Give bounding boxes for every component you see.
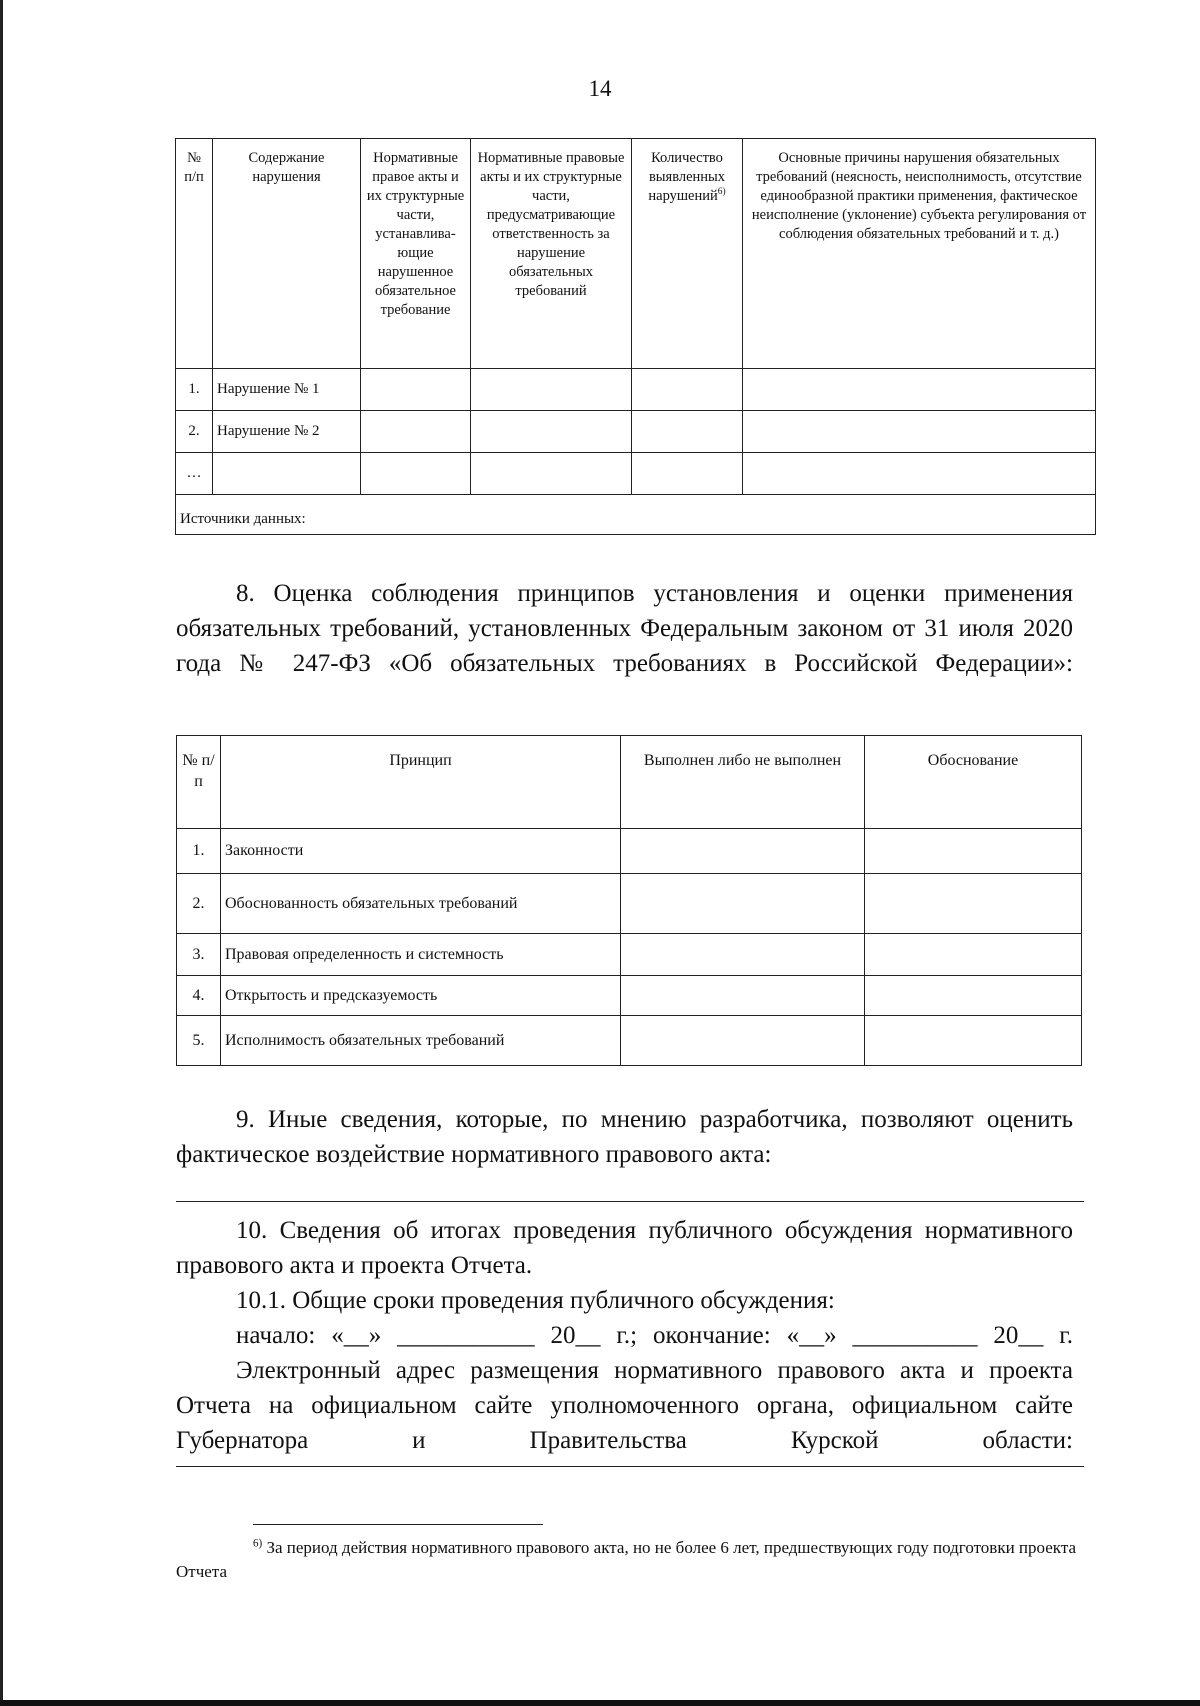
row-number: 1. [176, 369, 213, 411]
header-cell-number: № п/п [176, 139, 213, 369]
row-number: 5. [177, 1016, 221, 1066]
dates-line: начало: «__» ___________ 20__ г.; окончание: «__» __________ 20__ г. [236, 1322, 1073, 1349]
table-row [177, 934, 1082, 976]
table-row [177, 829, 1082, 874]
empty-cell [865, 934, 1082, 976]
header-cell-number: № п/п [177, 736, 221, 829]
header-cell-main-reasons: Основные причины нарушения обязательных требований (неясность, неисполнимость, отсутствие единообразной практики применения, фактическое неисполнение (уклонение) субъекта регулирования от соблюдения обязательных требований и т. д.) [743, 139, 1096, 369]
header-cell-fulfilled: Выполнен либо не выполнен [621, 736, 865, 829]
header-cell-liability-acts: Нормативные правовые акты и их структурные части, предусматривающие ответственность за нарушение обязательных требований [471, 139, 632, 369]
table-row [177, 874, 1082, 934]
sources-label: Источники данных: [176, 495, 1096, 535]
empty-cell [632, 369, 743, 411]
scan-bottom-edge [0, 1700, 1200, 1706]
row-principle: Исполнимость обязательных требований [221, 1016, 621, 1066]
row-number: … [176, 453, 213, 495]
empty-cell [361, 411, 471, 453]
section-10-1-paragraph: 10.1. Общие сроки проведения публичного обсуждения: [236, 1287, 835, 1314]
section-8-paragraph: 8. Оценка соблюдения принципов установления и оценки применения обязательных требований, установленных Федеральным законом от 31 июля 2020 года № 247-ФЗ «Об обязательных требованиях в Российской Федерации»: [176, 580, 1073, 677]
empty-cell [632, 453, 743, 495]
header-cell-establishing-acts: Нормативные правое акты и их структурные части, устанавлива-ющие нарушенное обязательное требование [361, 139, 471, 369]
header-cell-violations-count-text: Количество выявленных нарушений [648, 150, 726, 204]
empty-cell [471, 453, 632, 495]
empty-cell [621, 1016, 865, 1066]
empty-cell [743, 453, 1096, 495]
row-principle: Законности [221, 829, 621, 874]
footnote-mark: 6) [253, 1537, 263, 1550]
address-paragraph: Электронный адрес размещения нормативного правового акта и проекта Отчета на официальном сайте уполномоченного органа, официальном сайте Губернатора и Правительства Курской области: [176, 1357, 1073, 1454]
header-cell-content: Содержание нарушения [213, 139, 361, 369]
empty-cell [632, 411, 743, 453]
empty-cell [865, 829, 1082, 874]
row-principle: Правовая определенность и системность [221, 934, 621, 976]
row-content: Нарушение № 1 [213, 369, 361, 411]
empty-cell [361, 453, 471, 495]
empty-cell [865, 1016, 1082, 1066]
row-principle: Обоснованность обязательных требований [221, 874, 621, 934]
row-content: Нарушение № 2 [213, 411, 361, 453]
footnote [176, 1536, 1096, 1584]
empty-cell [621, 976, 865, 1016]
empty-cell [865, 874, 1082, 934]
page-number: 14 [588, 76, 612, 101]
footnote-separator [253, 1524, 543, 1525]
header-cell-violations-count [632, 139, 743, 369]
empty-cell [621, 874, 865, 934]
table-row [176, 453, 1096, 495]
empty-cell [743, 411, 1096, 453]
empty-cell [743, 369, 1096, 411]
violations-table [175, 138, 1096, 535]
footnote-text: За период действия нормативного правового акта, но не более 6 лет, предшествующих году подготовки проекта Отчета [176, 1538, 1076, 1581]
scan-left-edge [0, 0, 3, 1706]
table-row [176, 411, 1096, 453]
row-number: 2. [177, 874, 221, 934]
empty-cell [361, 369, 471, 411]
table-header-row [176, 139, 1096, 369]
principles-table [176, 735, 1082, 1066]
table-header-row [177, 736, 1082, 829]
blank-line [176, 1466, 1084, 1467]
table-row [177, 976, 1082, 1016]
row-number: 4. [177, 976, 221, 1016]
table-row [176, 369, 1096, 411]
row-content [213, 453, 361, 495]
empty-cell [865, 976, 1082, 1016]
empty-cell [621, 829, 865, 874]
section-9-paragraph: 9. Иные сведения, которые, по мнению разработчика, позволяют оценить фактическое воздействие нормативного правового акта: [176, 1106, 1073, 1168]
table-row [177, 1016, 1082, 1066]
row-number: 2. [176, 411, 213, 453]
blank-line [176, 1201, 1084, 1202]
row-number: 1. [177, 829, 221, 874]
empty-cell [621, 934, 865, 976]
empty-cell [471, 411, 632, 453]
row-number: 3. [177, 934, 221, 976]
header-cell-justification: Обоснование [865, 736, 1082, 829]
header-cell-principle: Принцип [221, 736, 621, 829]
section-10-paragraph: 10. Сведения об итогах проведения публичного обсуждения нормативного правового акта и проекта Отчета. [176, 1217, 1073, 1279]
sources-row [176, 495, 1096, 535]
empty-cell [471, 369, 632, 411]
footnote-ref: 6) [717, 187, 726, 198]
row-principle: Открытость и предсказуемость [221, 976, 621, 1016]
